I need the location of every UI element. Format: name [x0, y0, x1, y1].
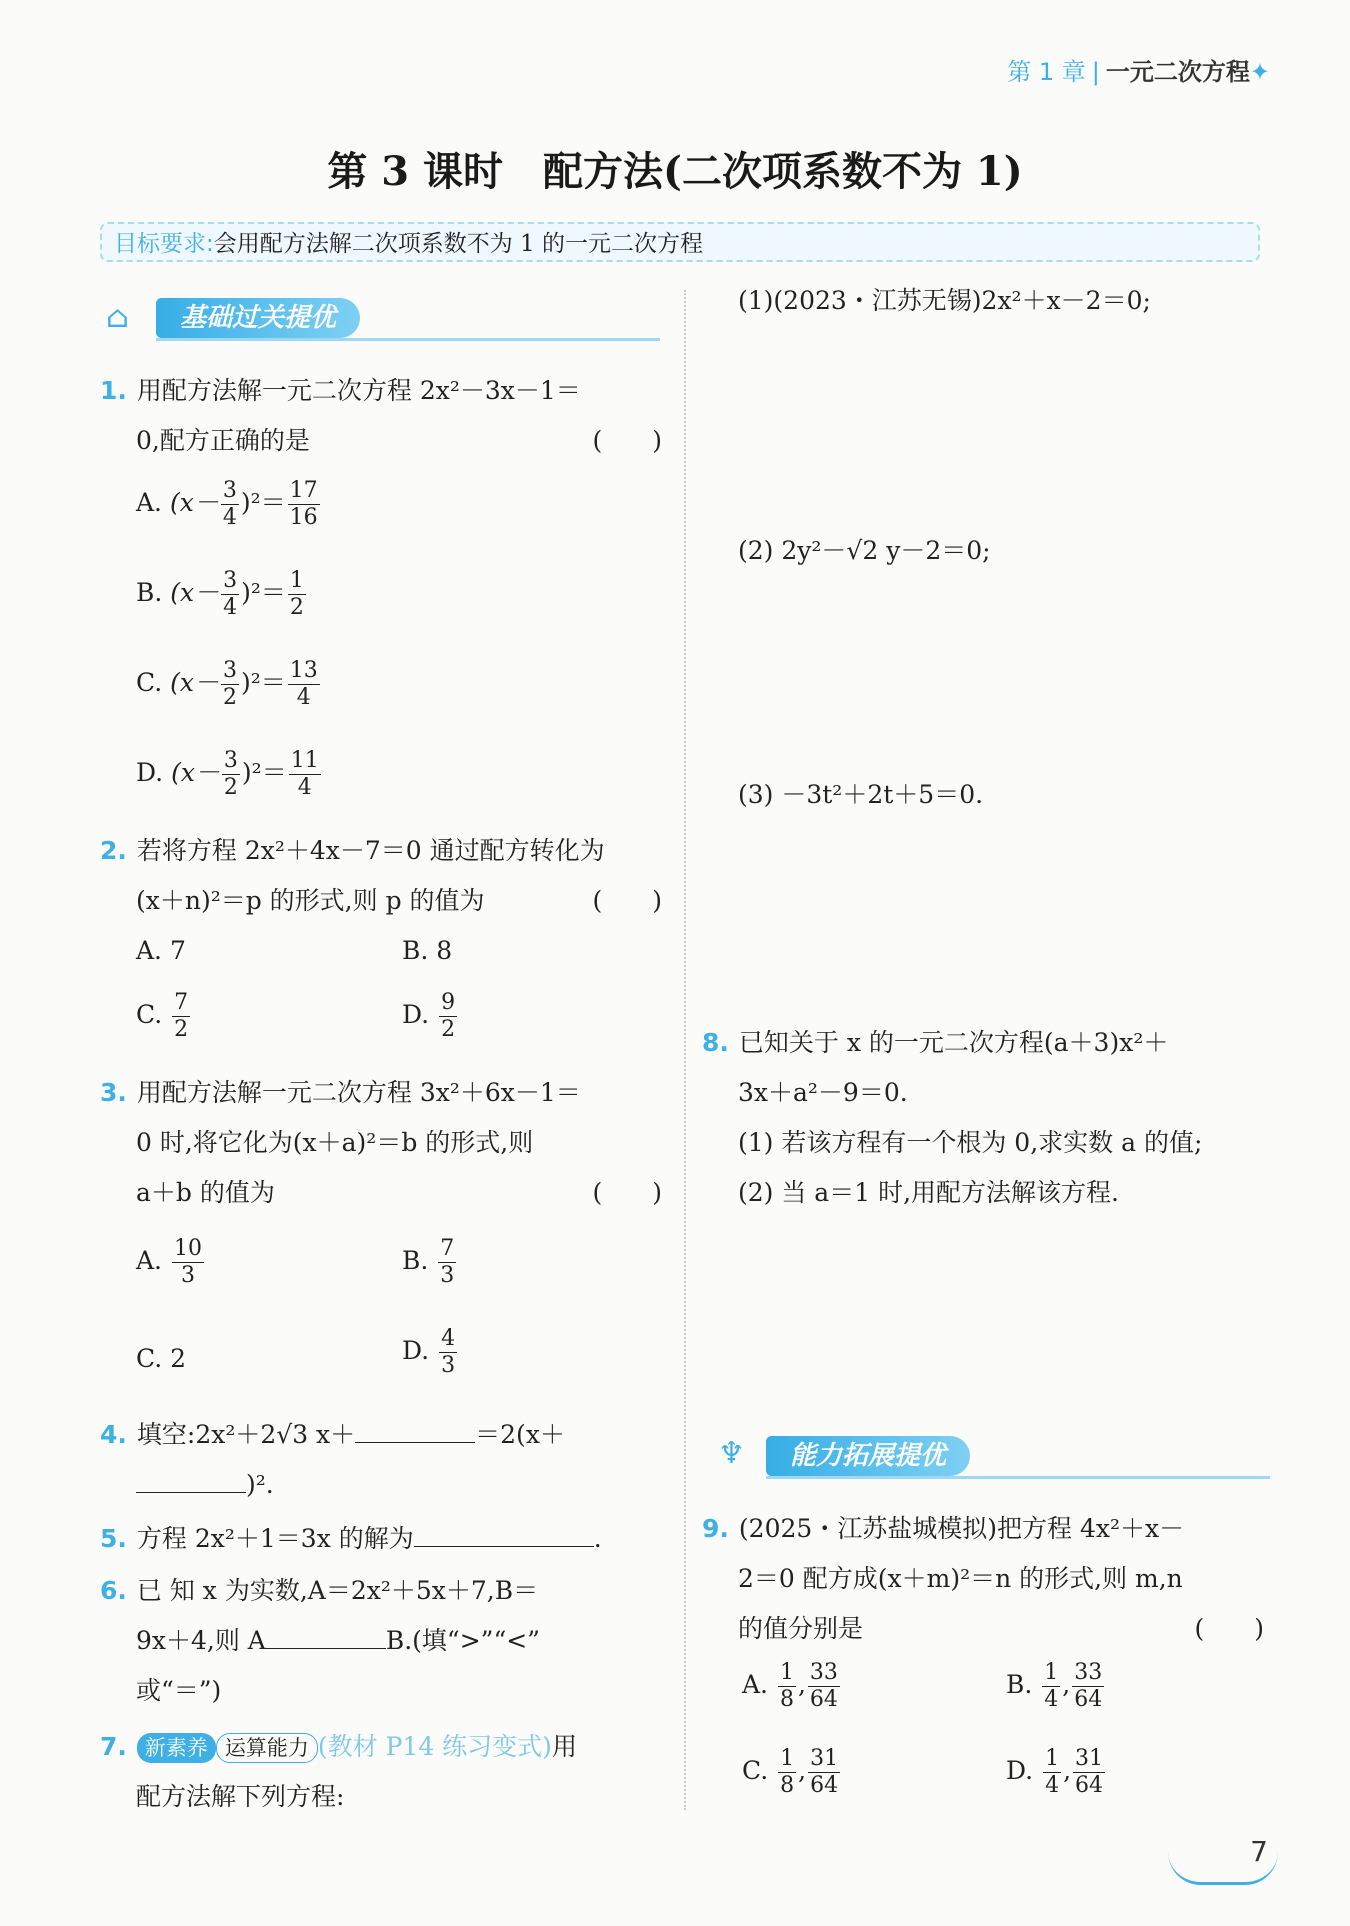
- goal-text: 会用配方法解二次项系数不为 1 的一元二次方程: [213, 231, 704, 257]
- header-separator: |: [1091, 58, 1100, 86]
- question-text: 已 知 x 为实数,A＝2x²＋5x＋7,B＝: [136, 1576, 539, 1605]
- option-d: D. (x－ $\frac{3}{2}$ )²＝ $\frac{11}{4}$: [136, 748, 319, 800]
- question-9: [702, 1504, 1272, 1654]
- option-b: B. $\frac{7}{3}$: [402, 1236, 455, 1288]
- question-text: 已知关于 x 的一元二次方程(a＋3)x²＋: [738, 1028, 1169, 1057]
- answer-bracket: ( ): [1194, 1614, 1264, 1643]
- question-text: (2) 当 a＝1 时,用配方法解该方程.: [738, 1178, 1119, 1207]
- question-number: 7.: [100, 1732, 127, 1761]
- question-number: 8.: [702, 1028, 729, 1057]
- question-5: [100, 1514, 670, 1564]
- option-d: D. $\frac{1}{4}$ , $\frac{31}{64}$: [1006, 1746, 1104, 1798]
- page-number: 7: [1250, 1835, 1268, 1868]
- divider: [766, 1476, 1270, 1479]
- divider: [156, 338, 660, 341]
- question-number: 9.: [702, 1514, 729, 1543]
- column-divider: [684, 290, 686, 1810]
- question-1: [100, 366, 670, 466]
- source-note: (教材 P14 练习变式): [317, 1732, 552, 1761]
- option-b: B. 8: [402, 936, 453, 965]
- question-text: 方程 2x²＋1＝3x 的解为: [136, 1524, 414, 1553]
- question-8: [702, 1018, 1282, 1218]
- question-3: [100, 1068, 670, 1218]
- question-text: B.(填“>”“<”: [385, 1626, 540, 1655]
- fill-blank[interactable]: [136, 1492, 246, 1493]
- question-text: a＋b 的值为: [136, 1178, 275, 1207]
- fill-blank[interactable]: [266, 1648, 386, 1649]
- section-title: 能力拓展提优: [766, 1436, 970, 1476]
- option-a: A. $\frac{10}{3}$: [136, 1236, 202, 1288]
- chapter-label: 第 1 章: [1007, 58, 1086, 86]
- new-literacy-tag: 新素养: [137, 1733, 216, 1763]
- option-a: A. (x－ $\frac{3}{4}$ )²＝ $\frac{17}{16}$: [136, 478, 318, 530]
- answer-bracket: ( ): [592, 886, 662, 915]
- question-2: [100, 826, 670, 926]
- question-text: 2＝0 配方成(x＋m)²＝n 的形式,则 m,n: [738, 1564, 1183, 1593]
- option-c: C. 2: [136, 1344, 187, 1373]
- goal-box: [100, 222, 1260, 262]
- question-text: 配方法解下列方程:: [136, 1782, 345, 1811]
- option-c: C. $\frac{1}{8}$ , $\frac{31}{64}$: [742, 1746, 839, 1798]
- question-number: 3.: [100, 1078, 127, 1107]
- option-d: D. $\frac{4}{3}$: [402, 1326, 456, 1378]
- lesson-title: 第 3 课时 配方法(二次项系数不为 1): [327, 148, 1023, 195]
- sparkle-icon: ✦: [1249, 58, 1270, 86]
- fill-blank[interactable]: [414, 1546, 594, 1547]
- trophy-icon: ♆: [718, 1436, 745, 1471]
- option-b: B. $\frac{1}{4}$ , $\frac{33}{64}$: [1006, 1660, 1103, 1712]
- fill-blank[interactable]: [355, 1442, 475, 1443]
- answer-bracket: ( ): [592, 426, 662, 455]
- goal-label: 目标要求:: [114, 231, 214, 257]
- question-text: 用: [551, 1732, 577, 1761]
- question-text: 0,配方正确的是: [136, 426, 310, 455]
- question-7: [100, 1722, 670, 1822]
- question-4: [100, 1410, 670, 1510]
- question-text: 0 时,将它化为(x＋a)²＝b 的形式,则: [136, 1128, 534, 1157]
- q7-part-1: (1)(2023・江苏无锡)2x²＋x－2＝0;: [738, 286, 1151, 315]
- question-number: 5.: [100, 1524, 127, 1553]
- skill-tag: 运算能力: [216, 1733, 318, 1763]
- section-banner-basic: [100, 298, 660, 342]
- option-c: C. $\frac{7}{2}$: [136, 990, 189, 1042]
- q7-part-3: (3) －3t²＋2t＋5＝0.: [738, 780, 984, 809]
- question-text: )².: [246, 1470, 274, 1499]
- section-banner-extension: [710, 1436, 1270, 1480]
- question-text: 或“＝”): [136, 1676, 222, 1705]
- question-text: 用配方法解一元二次方程 3x²＋6x－1＝: [136, 1078, 581, 1107]
- question-text: 3x＋a²－9＝0.: [738, 1078, 908, 1107]
- question-number: 4.: [100, 1420, 127, 1449]
- question-text: 9x＋4,则 A: [136, 1626, 266, 1655]
- question-text: ＝2(x＋: [475, 1420, 565, 1449]
- question-text: .: [593, 1524, 602, 1553]
- question-text: (1) 若该方程有一个根为 0,求实数 a 的值;: [738, 1128, 1203, 1157]
- option-b: B. (x－ $\frac{3}{4}$ )²＝ $\frac{1}{2}$: [136, 568, 304, 620]
- chapter-title: 一元二次方程: [1105, 58, 1250, 86]
- question-number: 1.: [100, 376, 127, 405]
- option-a: A. 7: [136, 936, 186, 965]
- q7-part-2: (2) 2y²－√2 y－2＝0;: [738, 536, 991, 565]
- running-header: [1007, 52, 1270, 87]
- answer-bracket: ( ): [592, 1178, 662, 1207]
- question-text: (2025・江苏盐城模拟)把方程 4x²＋x－: [738, 1514, 1185, 1543]
- option-a: A. $\frac{1}{8}$ , $\frac{33}{64}$: [742, 1660, 838, 1712]
- option-c: C. (x－ $\frac{3}{2}$ )²＝ $\frac{13}{4}$: [136, 658, 318, 710]
- option-d: D. $\frac{9}{2}$: [402, 990, 456, 1042]
- question-text: 用配方法解一元二次方程 2x²－3x－1＝: [136, 376, 581, 405]
- house-icon: ⌂: [106, 300, 129, 335]
- question-text: 的值分别是: [738, 1614, 864, 1643]
- section-title: 基础过关提优: [156, 298, 360, 338]
- question-text: 若将方程 2x²＋4x－7＝0 通过配方转化为: [136, 836, 605, 865]
- question-text: (x＋n)²＝p 的形式,则 p 的值为: [136, 886, 485, 915]
- question-6: [100, 1566, 670, 1716]
- question-number: 2.: [100, 836, 127, 865]
- question-number: 6.: [100, 1576, 127, 1605]
- question-text: 填空:2x²＋2√3 x＋: [136, 1420, 356, 1449]
